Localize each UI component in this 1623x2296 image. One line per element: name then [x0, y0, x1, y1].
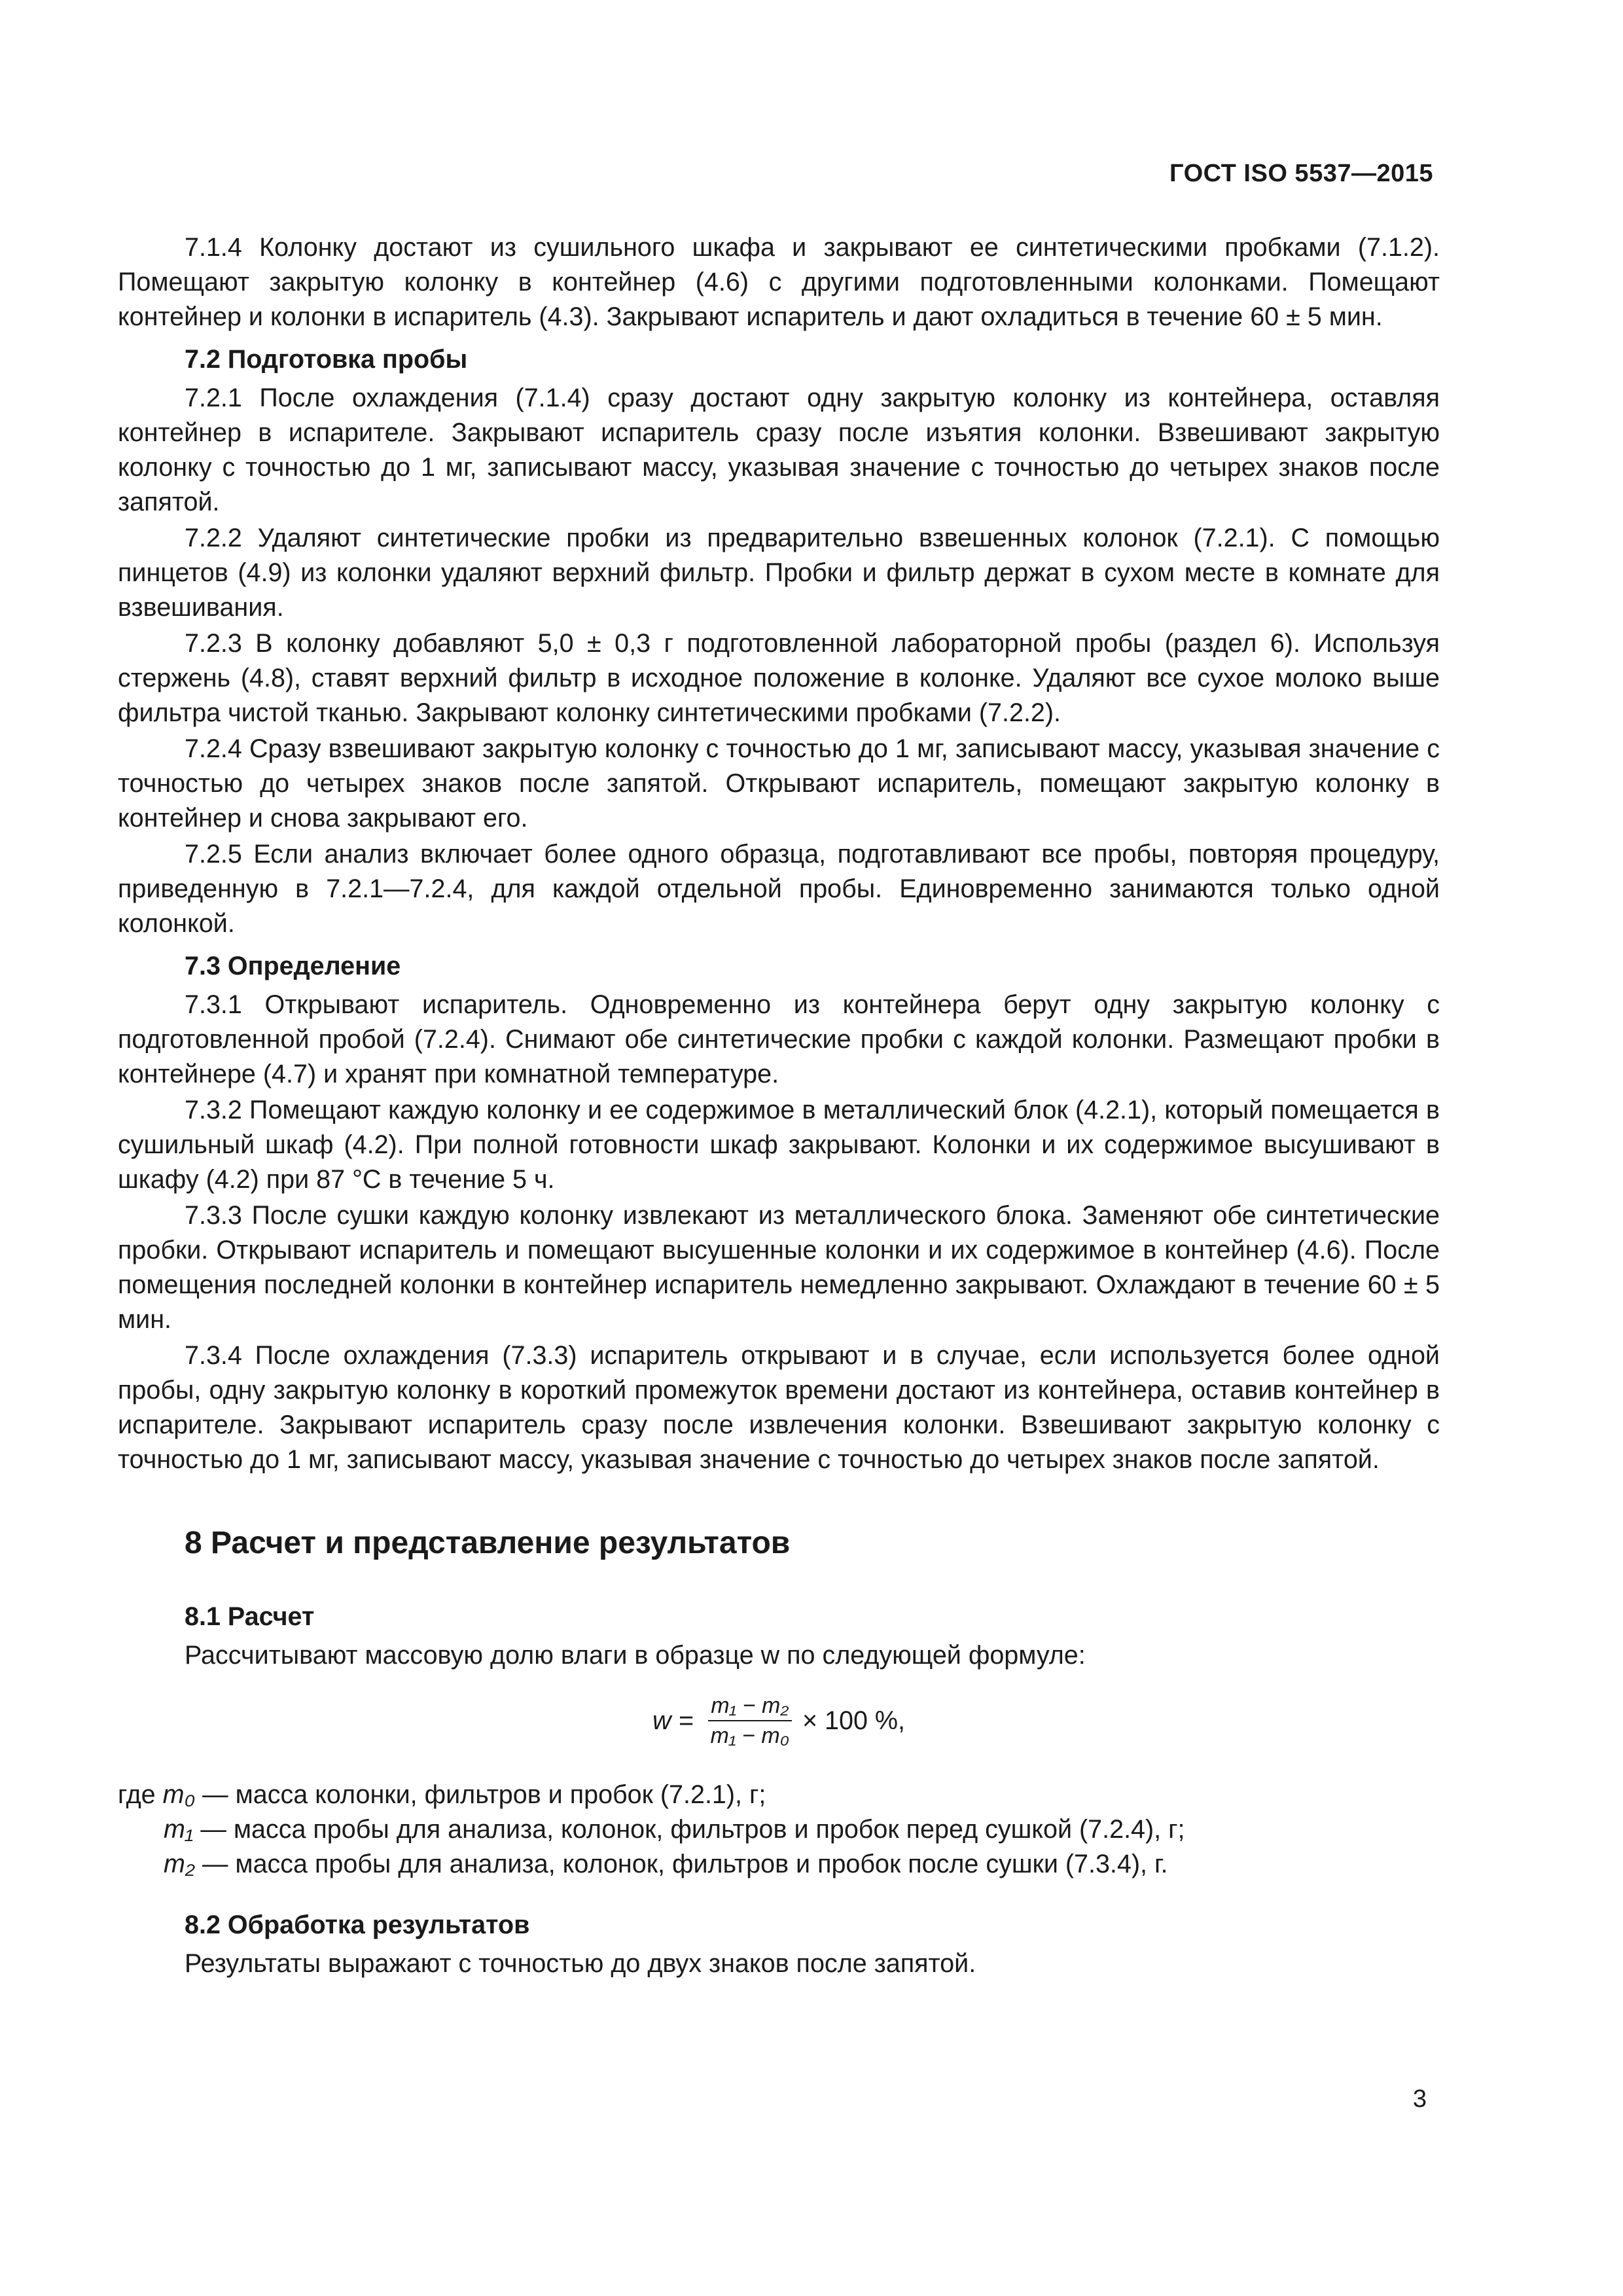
- paragraph-7-2-1: 7.2.1 После охлаждения (7.1.4) сразу достают одну закрытую колонку из контейнера, оставляя контейнер в испарителе. Закрывают испаритель сразу после изъятия колонки. Взвешивают закрытую колонку с точностью до 1 мг, записывают массу, указывая значение с точностью до четырех знаков после запятой.: [118, 384, 1440, 516]
- definition-m0: [118, 1778, 1440, 1812]
- definition-prefix: где: [118, 1780, 163, 1809]
- heading-8-1: 8.1 Расчет: [185, 1602, 315, 1631]
- heading-7-3: 7.3 Определение: [185, 952, 401, 980]
- document-code: ГОСТ ISO 5537—2015: [1169, 160, 1433, 187]
- paragraph-7-3-4: 7.3.4 После охлаждения (7.3.3) испаритель открывают и в случае, если используется более одной пробы, одну закрытую колонку в короткий промежуток времени достают из контейнера, оставив контейнер в испарителе. Закрывают испаритель сразу после извлечения колонки. Взвешивают закрытую колонку с точностью до 1 мг, записывают массу, указывая значение с точностью до четырех знаков после запятой.: [118, 1341, 1440, 1474]
- formula-rhs: × 100 %,: [802, 1706, 906, 1735]
- definition-m2: [118, 1847, 1440, 1882]
- definition-text: — масса пробы для анализа, колонок, фильтров и пробок перед сушкой (7.2.4), г;: [193, 1815, 1185, 1844]
- variable-definitions: [118, 1778, 1440, 1882]
- formula-denominator: m₁ − m₀: [710, 1723, 789, 1748]
- heading-7-2: 7.2 Подготовка пробы: [185, 345, 468, 374]
- paragraph-7-2-2: 7.2.2 Удаляют синтетические пробки из предварительно взвешенных колонок (7.2.1). С помощью пинцетов (4.9) из колонки удаляют верхний фильтр. Пробки и фильтр держат в сухом месте в комнате для взвешивания.: [118, 524, 1440, 622]
- heading-section-8: 8 Расчет и представление результатов: [185, 1526, 791, 1560]
- document-body: [118, 230, 1440, 1981]
- paragraph-7-3-2: 7.3.2 Помещают каждую колонку и ее содержимое в металлический блок (4.2.1), который помещается в сушильный шкаф (4.2). При полной готовности шкаф закрывают. Колонки и их содержимое высушивают в шкафу (4.2) при 87 °C в течение 5 ч.: [118, 1096, 1440, 1194]
- paragraph-7-3-3: 7.3.3 После сушки каждую колонку извлекают из металлического блока. Заменяют обе синтетические пробки. Открывают испаритель и помещают высушенные колонки и их содержимое в контейнер (4.6). После помещения последней колонки в контейнер испаритель немедленно закрывают. Охлаждают в течение 60 ± 5 мин.: [118, 1201, 1440, 1334]
- page-number: 3: [1412, 2085, 1427, 2113]
- paragraph-7-2-4: 7.2.4 Сразу взвешивают закрытую колонку с точностью до 1 мг, записывают массу, указывая значение с точностью до четырех знаков после запятой. Открывают испаритель, помещают закрытую колонку в контейнер и снова закрывают его.: [118, 734, 1440, 833]
- definition-m1: [118, 1812, 1440, 1847]
- formula-lhs: w =: [652, 1706, 694, 1735]
- definition-text: — масса колонки, фильтров и пробок (7.2.1), г;: [195, 1780, 766, 1809]
- definition-symbol: m₁: [164, 1815, 194, 1844]
- definition-text: — масса пробы для анализа, колонок, фильтров и пробок после сушки (7.3.4), г.: [194, 1850, 1168, 1878]
- definition-symbol: m₂: [164, 1850, 195, 1878]
- paragraph-8-2: Результаты выражают с точностью до двух знаков после запятой.: [185, 1949, 976, 1978]
- paragraph-7-3-1: 7.3.1 Открывают испаритель. Одновременно из контейнера берут одну закрытую колонку с подготовленной пробой (7.2.4). Снимают обе синтетические пробки с каждой колонки. Размещают пробки в контейнере (4.7) и хранят при комнатной температуре.: [118, 990, 1440, 1088]
- heading-8-2: 8.2 Обработка результатов: [185, 1910, 530, 1939]
- moisture-formula: [118, 1678, 1440, 1763]
- paragraph-7-2-3: 7.2.3 В колонку добавляют 5,0 ± 0,3 г подготовленной лабораторной пробы (раздел 6). Используя стержень (4.8), ставят верхний фильтр в исходное положение в колонке. Удаляют все сухое молоко выше фильтра чистой тканью. Закрывают колонку синтетическими пробками (7.2.2).: [118, 629, 1440, 727]
- paragraph-7-2-5: 7.2.5 Если анализ включает более одного образца, подготавливают все пробы, повторяя процедуру, приведенную в 7.2.1—7.2.4, для каждой отдельной пробы. Единовременно занимаются только одной колонкой.: [118, 840, 1440, 938]
- paragraph-8-1: Рассчитывают массовую долю влаги в образце w по следующей формуле:: [185, 1641, 1086, 1670]
- definition-symbol: m₀: [162, 1780, 196, 1809]
- formula-fraction: [708, 1691, 792, 1750]
- paragraph-7-1-4: 7.1.4 Колонку достают из сушильного шкафа и закрывают ее синтетическими пробками (7.1.2). Помещают закрытую колонку в контейнер (4.6) с другими подготовленными колонками. Помещают контейнер и колонки в испаритель (4.3). Закрывают испаритель и дают охладиться в течение 60 ± 5 мин.: [118, 233, 1440, 331]
- formula-numerator: m₁ − m₂: [711, 1693, 789, 1718]
